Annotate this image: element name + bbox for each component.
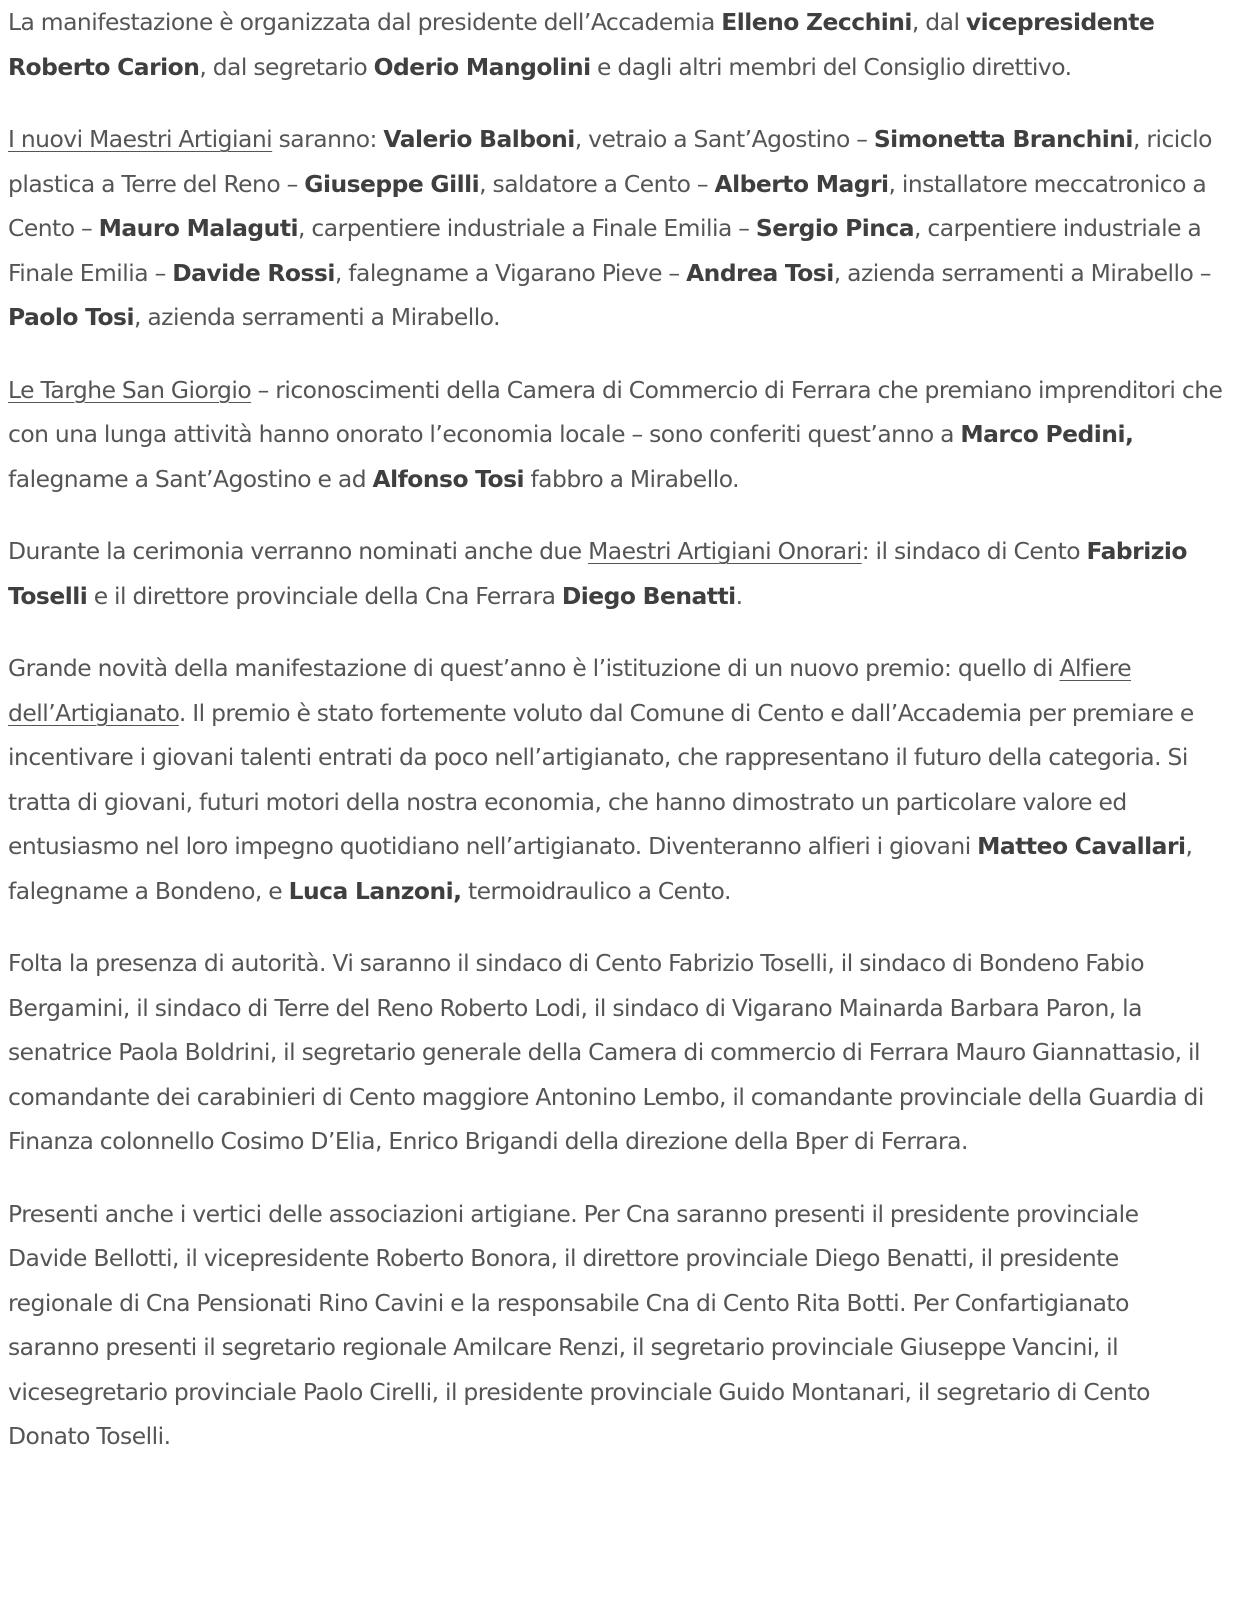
text-segment: , dal — [911, 8, 966, 36]
text-segment: , saldatore a Cento – — [479, 169, 715, 198]
person-name: Davide Rossi — [172, 258, 335, 287]
paragraph-authorities — [8, 941, 1223, 1164]
article-body — [8, 0, 1223, 1459]
person-name: Elleno Zecchini — [721, 8, 912, 36]
text-segment: Presenti anche i vertici delle associazioni artigiane. Per Cna saranno presenti il presidente provinciale Davide Bellotti, il vicepresidente Roberto Bonora, il direttore provinciale Diego Benatti, il presidente regionale di Cna Pensionati Rino Cavini e la responsabile Cna di Cento Rita Botti. Per Confartigianato saranno presenti il segretario regionale Amilcare Renzi, il segretario provinciale Giuseppe Vancini, il vicesegretario provinciale Paolo Cirelli, il presidente provinciale Guido Montanari, il segretario di Cento Donato Toselli. — [8, 1199, 1150, 1450]
text-segment: : il sindaco di Cento — [861, 537, 1087, 565]
text-segment: fabbro a Mirabello. — [524, 464, 740, 493]
text-segment: e dagli altri membri del Consiglio direttivo. — [590, 52, 1072, 81]
paragraph-alfiere — [8, 646, 1223, 913]
person-name: Matteo Cavallari — [977, 832, 1186, 860]
text-segment: , carpentiere industriale a Finale Emilia – — [298, 214, 756, 242]
paragraph-honorary-masters — [8, 529, 1223, 618]
person-name: Fabrizio Toselli — [8, 537, 1187, 610]
person-name: Valerio Balboni — [383, 125, 575, 153]
text-segment: e il direttore provinciale della Cna Ferrara — [87, 581, 562, 610]
person-name: Oderio Mangolini — [373, 52, 591, 81]
link-alfiere-artigianato[interactable]: Alfiere dell’Artigianato — [8, 654, 1132, 727]
link-maestri-artigiani-onorari[interactable]: Maestri Artigiani Onorari — [588, 537, 862, 565]
text-segment: termoidraulico a Cento. — [461, 876, 731, 905]
text-segment: , installatore meccatronico a Cento – — [8, 169, 1207, 242]
person-name: Luca Lanzoni, — [288, 876, 462, 905]
text-segment: , azienda serramenti a Mirabello. — [133, 303, 501, 331]
person-name: Paolo Tosi — [8, 303, 134, 331]
text-segment: , riciclo plastica a Terre del Reno – — [8, 125, 1212, 198]
paragraph-targhe-san-giorgio — [8, 368, 1223, 502]
text-segment: , falegname a Vigarano Pieve – — [334, 258, 687, 287]
text-segment: , azienda serramenti a Mirabello – — [833, 258, 1211, 287]
person-name: Diego Benatti — [561, 581, 736, 610]
person-name: Simonetta Branchini — [873, 125, 1133, 153]
person-name: Mauro Malaguti — [98, 214, 299, 242]
text-segment: Folta la presenza di autorità. Vi saranno il sindaco di Cento Fabrizio Toselli, il sindaco di Bondeno Fabio Bergamini, il sindaco di Terre del Reno Roberto Lodi, il sindaco di Vigarano Mainarda Barbara Paron, la senatrice Paola Boldrini, il segretario generale della Camera di commercio di Ferrara Mauro Giannattasio, il comandante dei carabinieri di Cento maggiore Antonino Lembo, il comandante provinciale della Guardia di Finanza colonnello Cosimo D’Elia, Enrico Brigandi della direzione della Bper di Ferrara. — [8, 949, 1204, 1155]
person-name: Alberto Magri — [714, 169, 889, 198]
person-name: Alfonso Tosi — [372, 464, 525, 493]
paragraph-new-masters — [8, 117, 1223, 340]
text-segment: , dal segretario — [199, 52, 374, 81]
text-segment: , vetraio a Sant’Agostino – — [574, 125, 874, 153]
paragraph-organizers — [8, 0, 1223, 89]
paragraph-associations — [8, 1192, 1223, 1459]
text-segment: , carpentiere industriale a Finale Emilia – — [8, 214, 1202, 287]
person-name: vicepresidente Roberto Carion — [8, 8, 1155, 81]
person-name: Andrea Tosi — [686, 258, 834, 287]
text-segment: Durante la cerimonia verranno nominati anche due — [8, 537, 589, 565]
link-targhe-san-giorgio[interactable]: Le Targhe San Giorgio — [8, 375, 252, 404]
text-segment: . — [735, 581, 743, 610]
link-nuovi-maestri-artigiani[interactable]: I nuovi Maestri Artigiani — [8, 125, 273, 153]
text-segment: . Il premio è stato fortemente voluto dal Comune di Cento e dall’Accademia per premiare e incentivare i giovani talenti entrati da poco nell’artigianato, che rappresentano il futuro della categoria. Si tratta di giovani, futuri motori della nostra economia, che hanno dimostrato un particolare valore ed entusiasmo nel loro impegno quotidiano nell’artigianato. Diventeranno alfieri i giovani — [8, 698, 1194, 860]
text-segment: La manifestazione è organizzata dal presidente dell’Accademia — [8, 8, 722, 36]
text-segment: falegname a Sant’Agostino e ad — [8, 464, 373, 493]
person-name: Sergio Pinca — [755, 214, 915, 242]
person-name: Marco Pedini, — [960, 420, 1134, 448]
text-segment: saranno: — [272, 125, 384, 153]
text-segment: – riconoscimenti della Camera di Commercio di Ferrara che premiano imprenditori che con una lunga attività hanno onorato l’economia locale – sono conferiti quest’anno a — [8, 375, 1223, 448]
person-name: Giuseppe Gilli — [304, 169, 480, 198]
text-segment: Grande novità della manifestazione di quest’anno è l’istituzione di un nuovo premio: quello di — [8, 654, 1060, 682]
text-segment: , falegname a Bondeno, e — [8, 832, 1193, 905]
